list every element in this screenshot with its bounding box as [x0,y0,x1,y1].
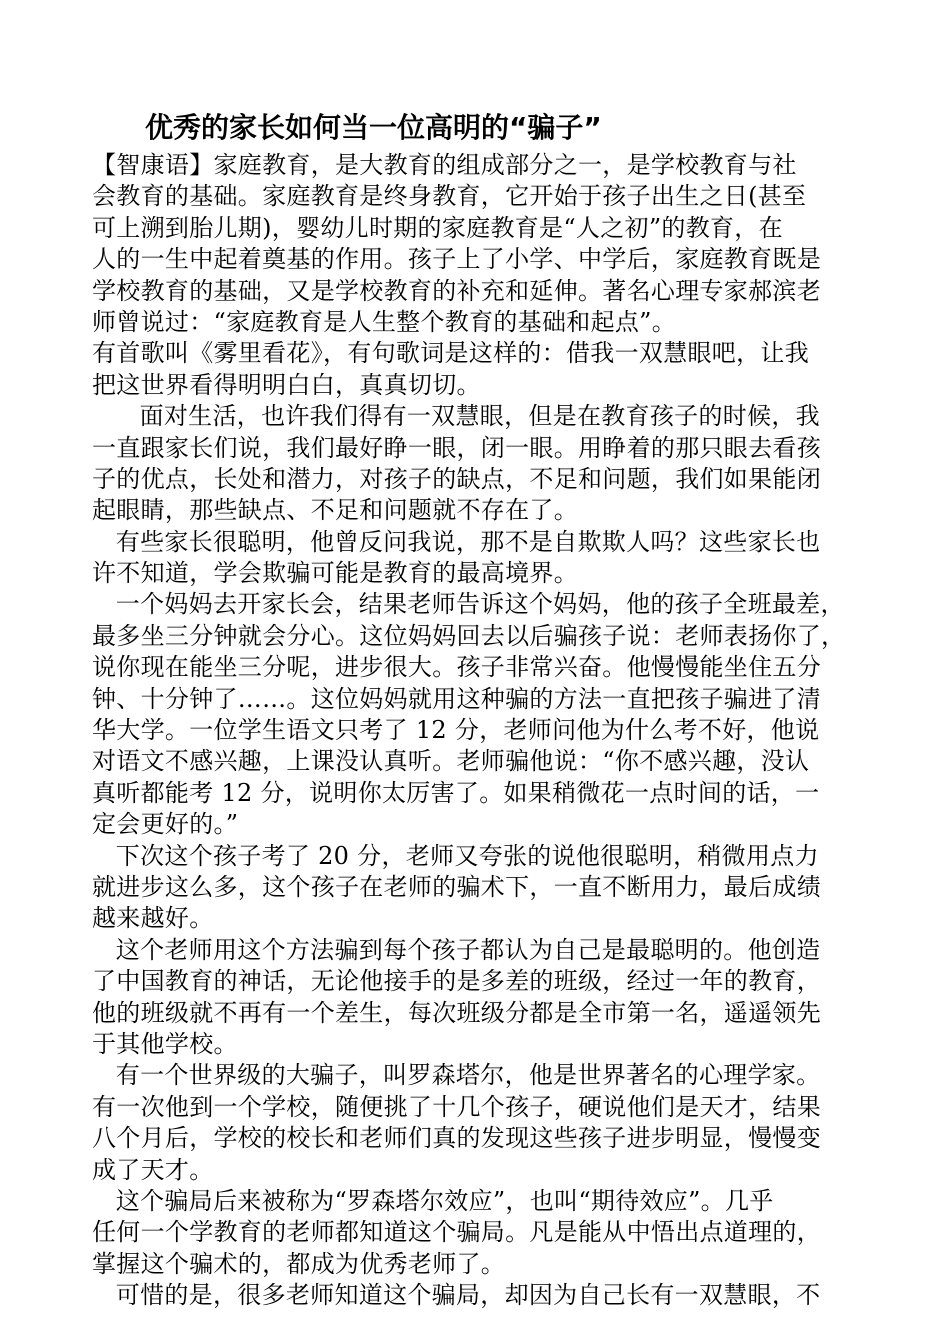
text-line: 一个妈妈去开家长会，结果老师告诉这个妈妈，他的孩子全班最差， [92,590,845,619]
text-line: 他的班级就不再有一个差生，每次班级分都是全市第一名，遥遥领先 [92,998,821,1027]
text-line: 八个月后，学校的校长和老师们真的发现这些孩子进步明显，慢慢变 [92,1124,821,1153]
text-line: 这个骗局后来被称为“罗森塔尔效应”，也叫“期待效应”。几乎 [92,1186,774,1215]
document-title: 优秀的家长如何当一位高明的“骗子” [145,111,602,144]
text-line: 于其他学校。 [92,1029,238,1058]
text-line: 把这世界看得明明白白，真真切切。 [92,370,481,399]
text-line: 许不知道，学会欺骗可能是教育的最高境界。 [92,559,578,588]
text-line: 有一次他到一个学校，随便挑了十几个孩子，硬说他们是天才，结果 [92,1092,821,1121]
text-line: 【智康语】家庭教育，是大教育的组成部分之一，是学校教育与社 [92,151,797,179]
text-line: 下次这个孩子考了 20 分，老师又夸张的说他很聪明，稍微用点力 [92,841,819,870]
text-line: 可惜的是，很多老师知道这个骗局，却因为自己长有一双慧眼，不 [92,1281,821,1310]
text-line: 可上溯到胎儿期)，婴幼儿时期的家庭教育是“人之初”的教育，在 [92,213,783,242]
text-line: 成了天才。 [92,1155,214,1184]
text-line: 子的优点，长处和潜力，对孩子的缺点，不足和问题，我们如果能闭 [92,464,821,493]
text-line: 掌握这个骗术的，都成为优秀老师了。 [92,1249,506,1278]
text-line: 有首歌叫《雾里看花》，有句歌词是这样的：借我一双慧眼吧，让我 [92,339,809,368]
text-line: 有一个世界级的大骗子，叫罗森塔尔，他是世界著名的心理学家。 [92,1061,821,1090]
text-line: 最多坐三分钟就会分心。这位妈妈回去以后骗孩子说：老师表扬你了， [92,621,846,650]
text-line: 这个老师用这个方法骗到每个孩子都认为自己是最聪明的。他创造 [92,935,821,964]
text-line: 了中国教育的神话，无论他接手的是多差的班级，经过一年的教育， [92,967,821,996]
text-line: 说你现在能坐三分呢，进步很大。孩子非常兴奋。他慢慢能坐住五分 [92,653,821,682]
text-line: 学校教育的基础，又是学校教育的补充和延伸。著名心理专家郝滨老 [92,276,821,305]
text-line: 师曾说过：“家庭教育是人生整个教育的基础和起点”。 [92,307,677,336]
text-line: 越来越好。 [92,904,214,933]
text-line: 有些家长很聪明，他曾反问我说，那不是自欺欺人吗？这些家长也 [92,527,821,556]
text-line: 定会更好的。” [92,810,239,839]
text-line: 真听都能考 12 分，说明你太厉害了。如果稍微花一点时间的话，一 [92,778,820,807]
document-body [92,150,872,1311]
text-line: 对语文不感兴趣，上课没认真听。老师骗他说：“你不感兴趣，没认 [92,747,810,776]
text-line: 就进步这么多，这个孩子在老师的骗术下，一直不断用力，最后成绩 [92,872,821,901]
text-line: 人的一生中起着奠基的作用。孩子上了小学、中学后，家庭教育既是 [92,245,821,274]
text-line: 华大学。一位学生语文只考了 12 分，老师问他为什么考不好，他说 [92,716,820,745]
text-line: 起眼睛，那些缺点、不足和问题就不存在了。 [92,496,578,525]
text-line: 会教育的基础。家庭教育是终身教育，它开始于孩子出生之日(甚至 [92,182,807,211]
text-line: 任何一个学教育的老师都知道这个骗局。凡是能从中悟出点道理的， [92,1218,821,1247]
text-line: 一直跟家长们说，我们最好睁一眼，闭一眼。用睁着的那只眼去看孩 [92,433,821,462]
text-line: 面对生活，也许我们得有一双慧眼，但是在教育孩子的时候，我 [92,402,820,431]
text-line: 钟、十分钟了……。这位妈妈就用这种骗的方法一直把孩子骗进了清 [92,684,821,713]
